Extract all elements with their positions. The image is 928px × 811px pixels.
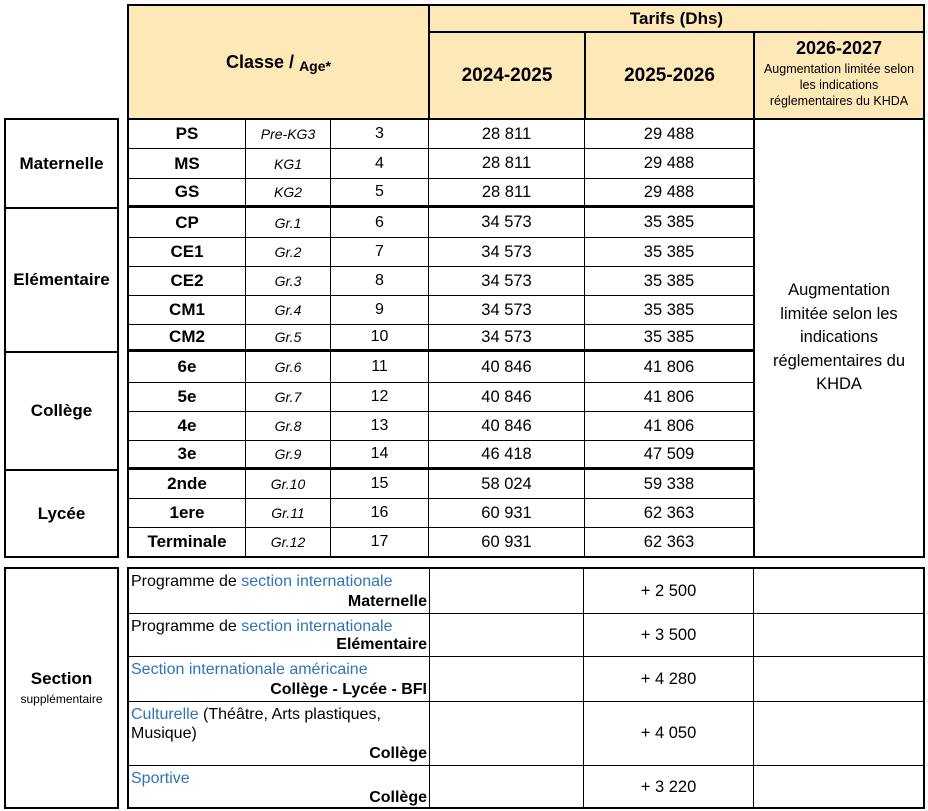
row-t2025: 35 385 — [643, 300, 695, 319]
header-year-2024 — [428, 31, 586, 120]
row-age: 10 — [370, 328, 389, 345]
row-age-cell — [330, 118, 428, 148]
row-t2024-cell — [428, 440, 584, 469]
row-grade: Gr.7 — [274, 389, 302, 405]
row-classe-cell — [127, 382, 245, 411]
row-t2024-cell — [428, 469, 584, 498]
section-item-detail: (Théâtre, Arts plastiques, Musique) — [131, 706, 381, 742]
row-t2024: 46 418 — [481, 444, 532, 463]
row-classe-cell — [127, 207, 245, 237]
row-t2024-cell — [428, 237, 584, 266]
row-age-cell — [330, 178, 428, 207]
section-item-prefix: Programme de — [131, 618, 242, 635]
row-t2025: 35 385 — [643, 242, 695, 261]
row-grade: Gr.9 — [274, 446, 302, 462]
row-t2024: 34 573 — [481, 300, 532, 319]
row-t2025: 35 385 — [643, 213, 695, 231]
section-item-2026-cell — [754, 613, 925, 656]
section-item-name: Sportive — [131, 770, 190, 787]
row-grade: KG2 — [273, 184, 302, 200]
row-age-cell — [330, 498, 428, 527]
row-age-cell — [330, 469, 428, 498]
row-t2024: 34 573 — [481, 213, 532, 231]
section-item-2024-cell — [430, 613, 584, 656]
row-t2024-cell — [428, 411, 584, 440]
section-item-description — [127, 613, 430, 656]
row-t2024-cell — [428, 324, 584, 351]
row-t2024-cell — [428, 118, 584, 148]
row-t2025: 62 363 — [643, 532, 695, 551]
row-classe-cell — [127, 266, 245, 295]
row-t2024: 28 811 — [481, 154, 532, 172]
row-t2024: 34 573 — [481, 242, 532, 261]
row-t2025-cell — [584, 118, 753, 148]
row-classe: CM1 — [169, 300, 205, 319]
section-item-description — [127, 765, 430, 809]
row-classe: CE1 — [170, 242, 204, 261]
row-grade: Gr.8 — [274, 418, 302, 434]
section-item-amount: + 3 220 — [640, 778, 697, 796]
row-t2024: 58 024 — [481, 474, 532, 493]
row-t2024: 60 931 — [481, 532, 532, 551]
header-tarifs-cell — [428, 4, 925, 33]
section-item-2026-cell — [754, 567, 925, 613]
row-t2025: 41 806 — [643, 357, 695, 376]
group-elementaire — [4, 207, 119, 353]
row-age: 13 — [370, 417, 389, 434]
row-grade: Gr.10 — [270, 476, 306, 492]
row-age: 9 — [375, 301, 384, 318]
row-t2024: 28 811 — [481, 124, 532, 143]
row-classe-cell — [127, 498, 245, 527]
row-age: 6 — [375, 213, 384, 231]
row-age-cell — [330, 440, 428, 469]
section-item-description — [127, 701, 430, 765]
section-title: Section — [30, 669, 93, 688]
row-t2025-cell — [584, 178, 753, 207]
row-grade-cell — [245, 351, 330, 382]
section-item-name: section internationale — [241, 618, 393, 635]
row-age-cell — [330, 382, 428, 411]
row-t2025: 41 806 — [643, 387, 695, 406]
row-t2024: 40 846 — [481, 416, 532, 435]
row-grade: KG1 — [273, 155, 302, 172]
row-grade: Pre-KG3 — [260, 126, 316, 142]
section-item-2025-cell — [584, 656, 754, 701]
section-item-description — [127, 656, 430, 701]
row-classe: PS — [175, 124, 199, 143]
row-classe: CE2 — [170, 271, 204, 290]
row-grade: Gr.11 — [271, 505, 305, 521]
group-maternelle-label: Maternelle — [19, 153, 104, 173]
row-t2024-cell — [428, 178, 584, 207]
merged-2026-cell — [753, 118, 925, 558]
section-item-2024-cell — [430, 701, 584, 765]
merged-2026-text: Augmentation limitée selon les indications réglementaires du KHDA — [772, 281, 906, 394]
row-grade: Gr.2 — [274, 244, 302, 260]
row-t2025: 62 363 — [643, 503, 695, 522]
section-item-level: Collège — [369, 789, 427, 806]
section-item-amount: + 4 050 — [640, 724, 697, 742]
row-classe-cell — [127, 440, 245, 469]
row-grade: Gr.1 — [274, 214, 302, 231]
row-grade-cell — [245, 295, 330, 324]
row-classe: 5e — [177, 387, 197, 406]
row-age-cell — [330, 411, 428, 440]
section-bottom-border — [127, 807, 925, 809]
row-grade: Gr.3 — [274, 273, 302, 289]
row-age: 4 — [375, 154, 384, 172]
row-classe: Terminale — [147, 532, 227, 551]
group-maternelle — [4, 118, 119, 209]
row-age: 11 — [371, 358, 388, 375]
row-t2024-cell — [428, 266, 584, 295]
row-t2025-cell — [584, 148, 753, 178]
row-age-cell — [330, 351, 428, 382]
row-classe: 4e — [177, 416, 197, 435]
row-age-cell — [330, 295, 428, 324]
section-item-2026-cell — [754, 656, 925, 701]
row-grade-cell — [245, 498, 330, 527]
row-classe: CM2 — [169, 327, 205, 346]
row-age-cell — [330, 237, 428, 266]
row-classe: GS — [174, 182, 200, 201]
row-t2025-cell — [584, 498, 753, 527]
row-classe: 2nde — [167, 474, 207, 493]
row-age: 8 — [375, 272, 384, 289]
row-t2025: 59 338 — [643, 474, 695, 493]
row-grade-cell — [245, 207, 330, 237]
row-grade-cell — [245, 411, 330, 440]
section-item-2024-cell — [430, 656, 584, 701]
row-t2024-cell — [428, 527, 584, 558]
section-item-2026-cell — [754, 765, 925, 809]
row-grade: Gr.5 — [274, 329, 302, 345]
row-t2025-cell — [584, 324, 753, 351]
row-classe-cell — [127, 351, 245, 382]
row-grade-cell — [245, 237, 330, 266]
row-age: 5 — [375, 183, 384, 200]
row-classe: 3e — [177, 444, 197, 463]
note-2026: Augmentation limitée selon les indications réglementaires du KHDA — [763, 62, 915, 108]
section-item-level: Collège - Lycée - BFI — [270, 681, 427, 698]
row-grade-cell — [245, 324, 330, 351]
year-2024-label: 2024-2025 — [461, 64, 553, 86]
row-t2025: 47 509 — [643, 444, 695, 463]
row-t2025: 35 385 — [643, 271, 695, 290]
row-t2025-cell — [584, 527, 753, 558]
header-year-2025 — [584, 31, 755, 120]
header-classe-cell — [127, 4, 430, 120]
row-t2025-cell — [584, 351, 753, 382]
row-classe-cell — [127, 295, 245, 324]
row-t2025-cell — [584, 382, 753, 411]
row-classe-cell — [127, 411, 245, 440]
group-elementaire-label: Elémentaire — [13, 270, 110, 289]
row-grade-cell — [245, 440, 330, 469]
row-grade-cell — [245, 527, 330, 558]
row-t2024-cell — [428, 207, 584, 237]
row-t2025-cell — [584, 411, 753, 440]
section-item-level: Elémentaire — [336, 636, 427, 653]
row-t2025-cell — [584, 440, 753, 469]
group-lycee-label: Lycée — [37, 503, 86, 523]
row-age: 17 — [370, 533, 389, 550]
row-classe-cell — [127, 148, 245, 178]
row-t2024-cell — [428, 148, 584, 178]
row-age: 7 — [375, 243, 384, 260]
row-grade-cell — [245, 118, 330, 148]
row-t2025-cell — [584, 469, 753, 498]
row-age-cell — [330, 527, 428, 558]
row-grade-cell — [245, 266, 330, 295]
row-classe-cell — [127, 118, 245, 148]
row-age: 12 — [370, 388, 389, 405]
row-classe-cell — [127, 324, 245, 351]
section-item-name: section internationale — [241, 573, 393, 590]
row-t2025-cell — [584, 295, 753, 324]
row-age: 15 — [370, 475, 389, 492]
section-item-2024-cell — [430, 567, 584, 613]
row-t2025-cell — [584, 237, 753, 266]
row-age: 14 — [370, 445, 389, 462]
row-age-cell — [330, 266, 428, 295]
row-classe-cell — [127, 527, 245, 558]
age-label: Age* — [299, 57, 331, 74]
section-item-2025-cell — [584, 701, 754, 765]
row-classe: 6e — [177, 357, 197, 376]
section-item-amount: + 4 280 — [640, 669, 697, 688]
row-grade-cell — [245, 469, 330, 498]
section-item-level: Collège — [369, 745, 427, 762]
row-classe: MS — [174, 153, 200, 173]
row-t2024: 40 846 — [481, 387, 532, 406]
section-item-description — [127, 567, 430, 613]
row-age-cell — [330, 324, 428, 351]
section-item-level: Maternelle — [347, 593, 427, 610]
row-t2024-cell — [428, 382, 584, 411]
row-classe-cell — [127, 237, 245, 266]
group-college-label: Collège — [30, 401, 93, 420]
section-subtitle: supplémentaire — [20, 692, 103, 706]
section-item-name: Culturelle — [131, 706, 199, 723]
row-t2025: 35 385 — [643, 327, 695, 346]
row-t2024-cell — [428, 498, 584, 527]
row-t2024: 34 573 — [481, 327, 532, 346]
section-item-amount: + 2 500 — [640, 581, 697, 600]
tarifs-label: Tarifs (Dhs) — [629, 8, 724, 28]
row-classe: 1ere — [169, 503, 205, 522]
row-grade-cell — [245, 178, 330, 207]
row-t2024: 40 846 — [481, 357, 532, 376]
section-item-2024-cell — [430, 765, 584, 809]
year-2026-label: 2026-2027 — [795, 38, 883, 58]
row-age: 3 — [375, 125, 384, 142]
row-classe-cell — [127, 469, 245, 498]
row-age-cell — [330, 148, 428, 178]
year-2025-label: 2025-2026 — [624, 64, 715, 86]
row-t2024-cell — [428, 351, 584, 382]
header-year-2026 — [753, 31, 925, 120]
row-t2025-cell — [584, 207, 753, 237]
row-t2025-cell — [584, 266, 753, 295]
row-t2025: 29 488 — [643, 154, 695, 172]
row-t2025: 41 806 — [643, 416, 695, 435]
classe-label: Classe / — [226, 51, 300, 72]
row-grade: Gr.6 — [274, 359, 302, 375]
section-item-prefix: Programme de — [131, 573, 242, 590]
section-item-2025-cell — [584, 613, 754, 656]
section-item-name: Section internationale américaine — [131, 661, 368, 678]
row-t2024: 34 573 — [481, 271, 532, 290]
row-age: 16 — [370, 504, 389, 521]
row-t2024: 28 811 — [481, 182, 532, 201]
row-t2024-cell — [428, 295, 584, 324]
section-label-cell — [4, 567, 119, 809]
section-item-amount: + 3 500 — [640, 625, 697, 644]
row-grade-cell — [245, 382, 330, 411]
row-classe-cell — [127, 178, 245, 207]
section-item-2025-cell — [584, 765, 754, 809]
row-grade: Gr.12 — [270, 534, 306, 550]
row-t2024: 60 931 — [481, 503, 532, 522]
row-t2025: 29 488 — [643, 182, 695, 201]
row-t2025: 29 488 — [643, 124, 695, 143]
group-college — [4, 351, 119, 471]
row-grade: Gr.4 — [274, 302, 302, 318]
group-lycee — [4, 469, 119, 558]
section-item-2025-cell — [584, 567, 754, 613]
row-classe: CP — [175, 212, 199, 232]
row-grade-cell — [245, 148, 330, 178]
row-age-cell — [330, 207, 428, 237]
section-item-2026-cell — [754, 701, 925, 765]
